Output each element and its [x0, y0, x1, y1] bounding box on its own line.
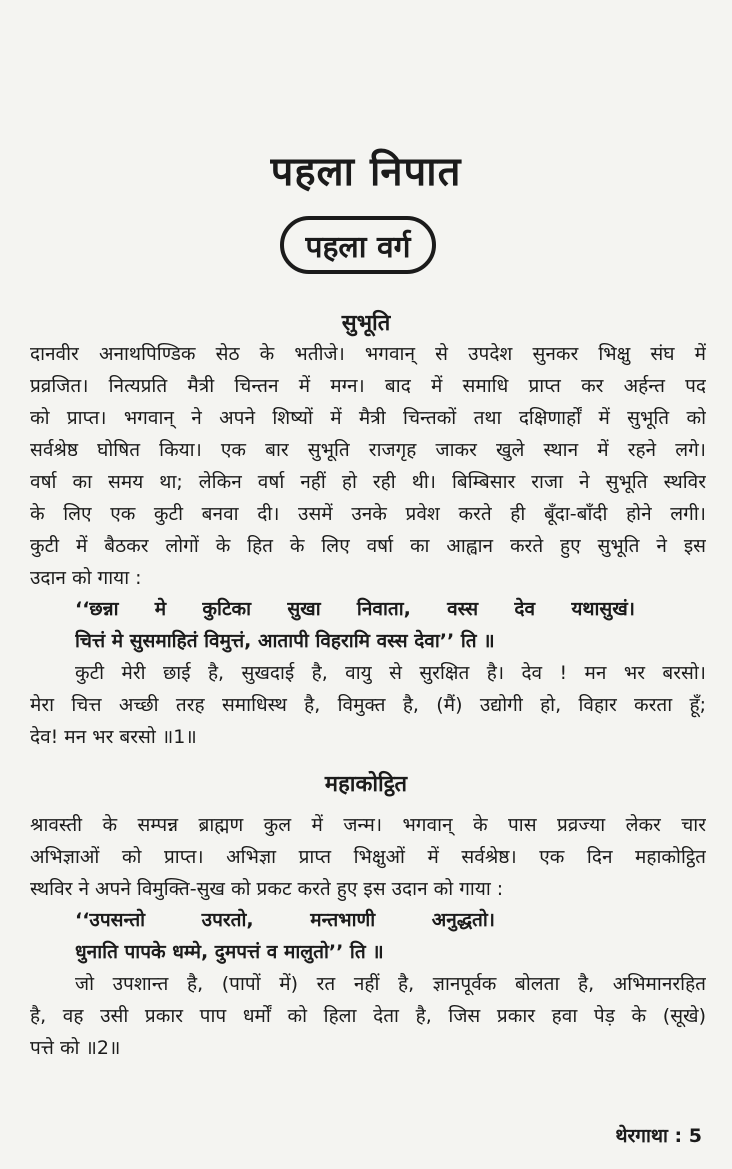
section-title-box — [280, 216, 436, 274]
page-number: 5 — [688, 1125, 702, 1147]
paragraph-line: के लिए एक कुटी बनवा दी। उसमें उनके प्रवेश करते ही बूँदा-बाँदी होने लगी। — [30, 503, 706, 525]
paragraph-line: स्थविर ने अपने विमुक्ति-सुख को प्रकट करते हुए इस उदान को गाया : — [30, 878, 504, 900]
paragraph-line: उदान को गाया : — [30, 567, 142, 589]
section-heading-mahakotthita: महाकोट्ठित — [324, 772, 408, 797]
translation-line: है, वह उसी प्रकार पाप धर्मों को हिला देता है, जिस प्रकार हवा पेड़ के (सूखे) — [30, 1005, 706, 1027]
verse-line: चित्तं मे सुसमाहितं विमुत्तं, आतापी विहरामि वस्स देवा’’ ति ॥ — [75, 630, 495, 652]
translation-line: देव! मन भर बरसो ॥1॥ — [30, 726, 197, 748]
section-heading-subhuti: सुभूति — [341, 311, 391, 336]
paragraph-line: अभिज्ञाओं को प्राप्त। अभिज्ञा प्राप्त भिक्षुओं में सर्वश्रेष्ठ। एक दिन महाकोट्ठित — [30, 846, 706, 868]
paragraph-line: प्रव्रजित। नित्यप्रति मैत्री चिन्तन में मग्न। बाद में समाधि प्राप्त कर अर्हन्त पद — [30, 375, 706, 397]
footer-book-title: थेरगाथा — [615, 1125, 668, 1147]
page-footer — [615, 1122, 702, 1148]
paragraph-line: श्रावस्ती के सम्पन्न ब्राह्मण कुल में जन्म। भगवान् के पास प्रव्रज्या लेकर चार — [30, 814, 706, 836]
verse-line: ‘‘उपसन्तो उपरतो, मन्तभाणी अनुद्धतो। — [75, 909, 495, 931]
footer-separator: : — [667, 1125, 689, 1147]
paragraph-line: कुटी में बैठकर लोगों के हित के लिए वर्षा का आह्वान करते हुए सुभूति ने इस — [30, 535, 706, 557]
section-title: पहला वर्ग — [305, 229, 411, 265]
paragraph-line: दानवीर अनाथपिण्डिक सेठ के भतीजे। भगवान् से उपदेश सुनकर भिक्षु संघ में — [30, 343, 706, 365]
translation-line: मेरा चित्त अच्छी तरह समाधिस्थ है, विमुक्त है, (मैं) उद्योगी हो, विहार करता हूँ; — [30, 694, 706, 716]
paragraph-line: सर्वश्रेष्ठ घोषित किया। एक बार सुभूति राजगृह जाकर खुले स्थान में रहने लगे। — [30, 439, 706, 461]
paragraph-line: वर्षा का समय था; लेकिन वर्षा नहीं हो रही थी। बिम्बिसार राजा ने सुभूति स्थविर — [30, 471, 706, 493]
chapter-title: पहला निपात — [270, 149, 462, 195]
verse-line: धुनाति पापके धम्मे, दुमपत्तं व मालुतो’’ ति ॥ — [75, 941, 384, 963]
paragraph-line: को प्राप्त। भगवान् ने अपने शिष्यों में मैत्री चिन्तकों तथा दक्षिणार्हों में सुभूति को — [30, 407, 706, 429]
verse-line: ‘‘छन्ना मे कुटिका सुखा निवाता, वस्स देव यथासुखं। — [75, 598, 635, 620]
translation-line: कुटी मेरी छाई है, सुखदाई है, वायु से सुरक्षित है। देव ! मन भर बरसो। — [75, 662, 706, 684]
translation-line: पत्ते को ॥2॥ — [30, 1037, 121, 1059]
translation-line: जो उपशान्त है, (पापों में) रत नहीं है, ज्ञानपूर्वक बोलता है, अभिमानरहित — [75, 973, 706, 995]
